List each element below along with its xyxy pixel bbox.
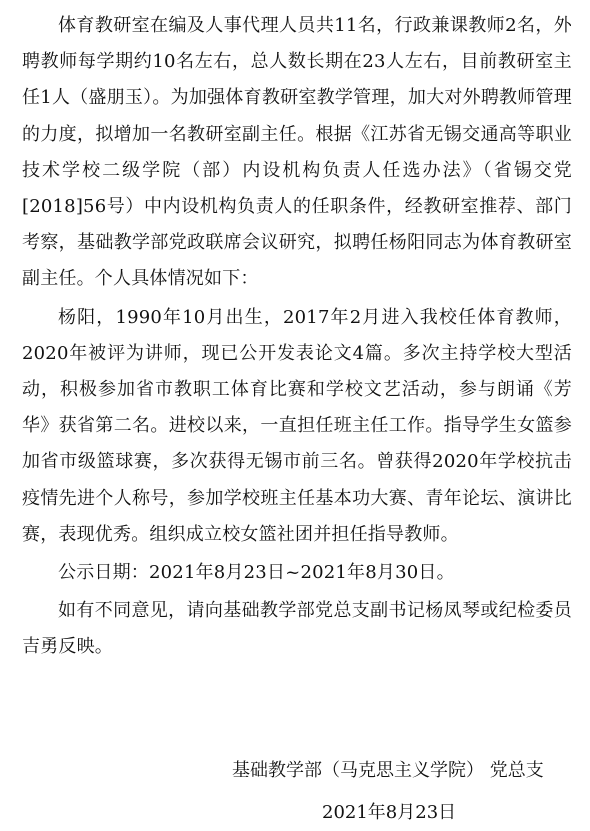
signature-date: 2021年8月23日 (322, 802, 457, 823)
paragraph-publicity-period: 公示日期：2021年8月23日~2021年8月30日。 (58, 562, 455, 584)
notice-body (22, 8, 572, 666)
paragraph-candidate-profile: 杨阳，1990年10月出生，2017年2月进入我校任体育教师，2020年被评为讲师，现已公开发表论文4篇。多次主持学校大型活动，积极参加省市教职工体育比赛和学校文艺活动，参与朗诵《芳华》获省第二名。进校以来，一直担任班主任工作。指导学生女篮参加省市级篮球赛，多次获得无锡市前三名。曾获得2020年学校抗击疫情先进个人称号，参加学校班主任基本功大赛、青年论坛、演讲比赛，表现优秀。组织成立校女篮社团并担任指导教师。 (22, 306, 572, 545)
signature-organization: 基础教学部（马克思主义学院） 党总支 (232, 760, 544, 781)
paragraph-background: 体育教研室在编及人事代理人员共11名，行政兼课教师2名，外聘教师每学期约10名左右，总人数长期在23人左右，目前教研室主任1人（盛朋玉）。为加强体育教研室教学管理，加大对外聘教师管理的力度，拟增加一名教研室副主任。根据《江苏省无锡交通高等职业技术学校二级学院（部）内设机构负责人任选办法》（省锡交党[2018]56号）中内设机构负责人的任职条件，经教研室推荐、部门考察，基础教学部党政联席会议研究，拟聘任杨阳同志为体育教研室副主任。个人具体情况如下： (22, 15, 572, 290)
paragraph-feedback-contact: 如有不同意见，请向基础教学部党总支副书记杨凤琴或纪检委员吉勇反映。 (22, 600, 572, 658)
